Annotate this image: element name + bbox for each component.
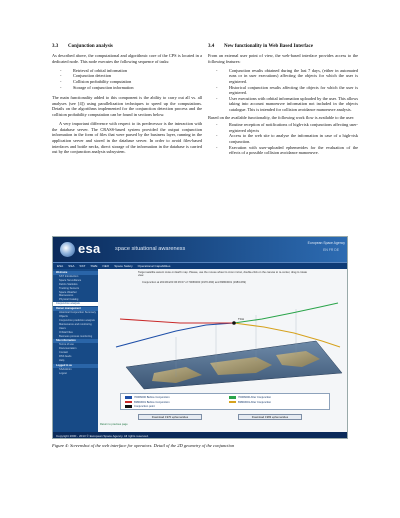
legend-item (229, 396, 271, 399)
nav-item-space-safety[interactable]: Space Safety (114, 264, 133, 268)
conjunction-marker-label: TCA (238, 317, 244, 321)
copyright-footer: Copyright 2000 - 2013 © European Space Agency. All rights reserved. (53, 432, 348, 439)
sidebar-item[interactable]: Help (59, 358, 65, 362)
left-column (52, 44, 202, 158)
legend (120, 393, 330, 410)
esa-banner (53, 237, 348, 262)
nav-item-esa[interactable]: ESA (57, 264, 64, 268)
download-second-ephemerides-button[interactable]: Download 1983 ephemerides (238, 414, 302, 420)
nav-item-swe[interactable]: SWE (90, 264, 98, 268)
sidebar-item[interactable]: Space Surveillance (59, 278, 82, 282)
legend-label: 83803001 After Conjunction (238, 400, 272, 404)
section-number: 3.4 (208, 44, 215, 49)
sidebar-item[interactable]: Historical Conjunction Summary (59, 311, 96, 315)
conjunction-geometry-view[interactable] (106, 289, 346, 391)
sidebar-item[interactable]: Conjunction analysis (53, 302, 98, 306)
nav-item-sst[interactable]: SST (79, 264, 86, 268)
track-70066000-before (116, 323, 234, 347)
sidebar-item[interactable]: RSS feeds (59, 355, 72, 359)
sidebar-item[interactable]: SST Introduction (59, 274, 79, 278)
section-heading-web-interface (208, 44, 358, 50)
feature-list (208, 68, 358, 113)
right-column (208, 44, 358, 158)
list-item: - Collision probability computation (52, 79, 202, 85)
intro-paragraph: From an external user point of view, the web-based interface provides access to the following features: (208, 53, 358, 64)
list-item: - Retrieval of orbital information (52, 68, 202, 74)
sidebar-item[interactable]: Documentation (59, 347, 77, 351)
sidebar-item[interactable]: Objects (59, 314, 68, 318)
legend-swatch (125, 396, 132, 399)
legend-label: Conjunction point (134, 405, 155, 408)
sidebar-menu (53, 269, 98, 432)
section-title: Conjunction analysis (68, 44, 113, 49)
esa-logo-icon (60, 242, 75, 257)
track-70066000-after (234, 303, 338, 323)
legend-label: 70066000 Before Conjunction (134, 396, 170, 399)
list-item: - Conjunction results obtained during the last 7 days, (either in automated runs or in user executions) affecting the objects for which the user is registered. (208, 68, 358, 85)
sidebar-item[interactable]: Owner management (53, 307, 98, 311)
sidebar-item[interactable]: Orbital Files (59, 330, 73, 334)
legend-label: 70066000 After Conjunction (238, 396, 272, 399)
sidebar-item[interactable]: Conjunction prediction analysis (59, 318, 95, 322)
section-title: New functionality in Web Based Interface (224, 44, 313, 49)
return-link[interactable]: Return to previous page (100, 423, 128, 426)
sidebar-item[interactable]: Physical Catalog (59, 298, 79, 302)
sidebar-item[interactable]: Welcome (53, 271, 98, 275)
sidebar-item[interactable]: Tracking Sensors (59, 286, 80, 290)
track-83803001-before (120, 319, 234, 323)
conjunction-label: Conjunction at 2013/04/23 06:45:07 of 70066000 (1970-090) and 83803001 (1983-069) (142, 281, 247, 284)
sidebar-item[interactable]: Maintenance and monitoring (59, 322, 92, 326)
intro-paragraph: As described above, the computational and algorithmic core of the CPS is located in a dedicated node. This node executes the following sequence of tasks: (52, 53, 202, 64)
legend-swatch (229, 401, 236, 404)
figure-web-interface-screenshot (52, 236, 348, 439)
sidebar-item[interactable]: Contact (59, 351, 68, 355)
workflow-list (208, 122, 358, 156)
sidebar-item[interactable]: Users (59, 326, 66, 330)
list-item: - Conjunction detection (52, 73, 202, 79)
section-heading-conjunction-analysis (52, 44, 202, 50)
sidebar-item[interactable]: Logged in as (53, 364, 98, 368)
legend-label: 83803001 Before Conjunction (134, 400, 170, 404)
sidebar-item[interactable]: Debris Statistics (59, 282, 78, 286)
legend-item (229, 401, 271, 404)
esa-logo-text: esa (78, 241, 101, 256)
legend-swatch (229, 396, 236, 399)
language-selector[interactable]: EN FR DE (323, 248, 339, 252)
sidebar-item[interactable]: Logout (59, 371, 67, 375)
main-content (98, 269, 348, 432)
paragraph: The main functionality added to this component is the ability to carry out all vs. all analyses (see [4]) using parallelization techniques to speed up the computations. Details on the algorithms implemented for the conjunction detection process and the collision probability computation can be found in sections below. (52, 95, 202, 118)
list-item: - Storage of conjunction information (52, 85, 202, 91)
sidebar-item[interactable]: Site information (53, 339, 98, 343)
conjunction-point (232, 321, 236, 325)
download-first-ephemerides-button[interactable]: Download 1970 ephemerides (138, 414, 202, 420)
section-number: 3.3 (52, 44, 59, 49)
list-item: - User executions with orbital information uploaded by the user. This allows taking into account manoeuvre information not included in the objects catalogue. This is intended for collision avoidance manoeuvre analysis. (208, 96, 358, 113)
sidebar-item[interactable]: Space Weather (59, 290, 77, 294)
legend-swatch (125, 405, 132, 408)
legend-item (125, 401, 170, 404)
banner-tagline: space situational awareness (115, 246, 186, 252)
legend-swatch (125, 401, 132, 404)
sidebar-item[interactable]: Business process monitoring (59, 334, 93, 338)
paragraph: Based on the available functionality, the following work flow is available to the user: (208, 114, 355, 120)
figure-caption: Figure 4: Screenshot of the web interface for operators. Detail of the 2D geometry of the conjunction (52, 443, 235, 448)
legend-item (125, 405, 155, 408)
map-instructions: Target satellite ascent route on Earth map. Please, use the mouse wheel to zoom in/out, double-click on the canvas to re-center, drag to rotate view. (138, 271, 307, 278)
sidebar-item[interactable]: SSAAdmin (59, 367, 72, 371)
top-navigation (53, 262, 348, 269)
nav-item-operational-capabilities[interactable]: Operational Capabilities (137, 264, 171, 268)
sidebar-item[interactable]: Manoeuvres (59, 294, 74, 298)
paragraph: A very important difference with respect to its predecessor is the interaction with the database server. The CRASS-based system provided the output conjunction information in the form of files that were parsed by the business layer, running in the application server and stored in the database server. In order to avoid files-based interfaces and bottle necks, direct storage of the information in the database is carried out by the conjunction analysis subsystem. (52, 121, 202, 155)
task-list (52, 68, 202, 90)
list-item: - Execution with user-uploaded ephemerides for the evaluation of the effects of a possible collision avoidance manoeuvre. (208, 145, 358, 156)
agency-name: European Space Agency (307, 241, 345, 245)
legend-item (125, 396, 170, 399)
track-83803001-after (234, 323, 340, 347)
sidebar-item[interactable]: Terms of use (59, 343, 74, 347)
list-item: - Access to the web site to analyse the information in case of a high-risk conjunction. (208, 133, 358, 144)
list-item: - Historical conjunction results affecting the objects for which the user is registered. (208, 85, 358, 96)
list-item: - Routine reception of notifications of high-risk conjunctions affecting user-registered objects (208, 122, 358, 133)
nav-item-neo[interactable]: NEO (102, 264, 110, 268)
nav-item-ssa[interactable]: SSA (68, 264, 75, 268)
